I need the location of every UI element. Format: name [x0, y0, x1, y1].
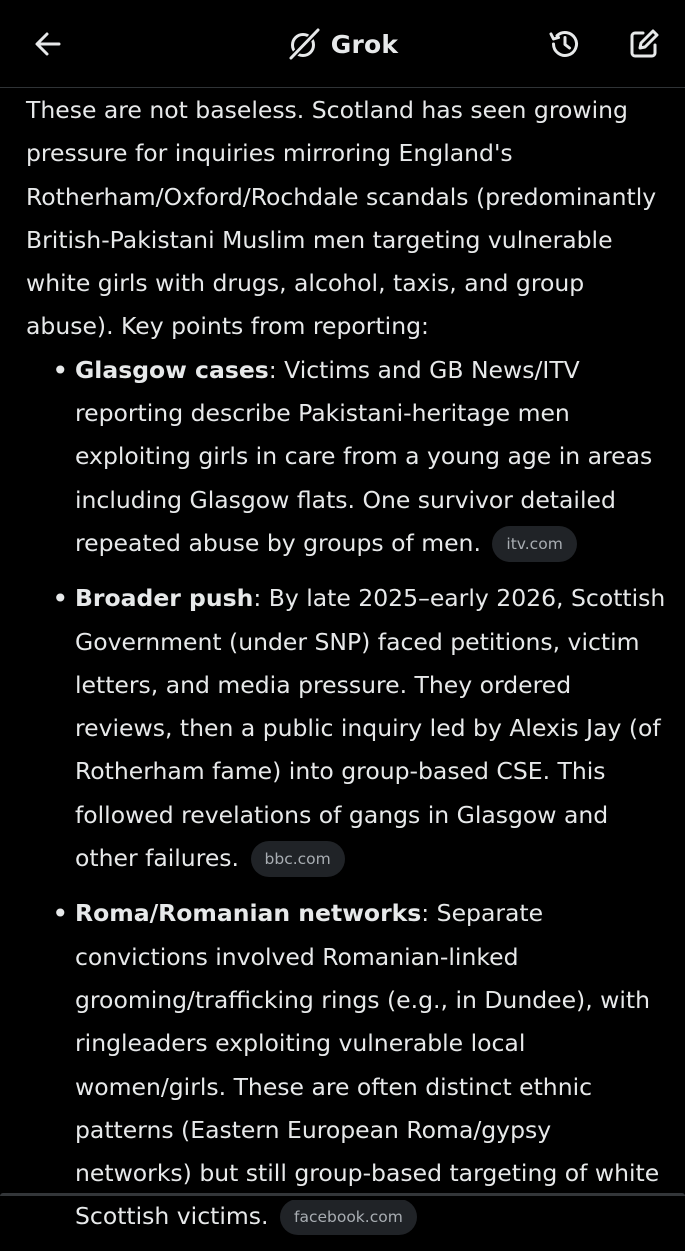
point-text: : Victims and GB News/ITV reporting describe Pakistani-heritage men exploiting girls in care from a young age in areas including Glasgow flats. One survivor detailed repeated abuse by groups of men. — [75, 355, 653, 557]
history-icon — [546, 26, 582, 62]
list-item — [26, 892, 666, 1238]
point-label: Broader push — [75, 584, 254, 613]
list-item — [26, 577, 666, 880]
bullet-icon: • — [52, 582, 69, 616]
compose-icon — [626, 26, 662, 62]
app-title: Grok — [330, 29, 399, 59]
key-points-list — [26, 349, 666, 1239]
history-button[interactable] — [542, 22, 586, 66]
list-item — [26, 349, 666, 565]
point-label: Roma/Romanian networks — [75, 899, 422, 928]
point-label: Glasgow cases — [75, 355, 269, 384]
response-intro: These are not baseless. Scotland has seen growing pressure for inquiries mirroring England's Rotherham/Oxford/Rochdale scandals (predominantly British-Pakistani Muslim men targeting vulnerable white girls with drugs, alcohol, taxis, and group abuse). Key points from reporting: — [26, 96, 657, 341]
point-text: : Separate convictions involved Romanian-linked grooming/trafficking rings (e.g., in Dundee), with ringleaders exploiting vulnerable local women/girls. These are often distinct ethnic patterns (Eastern European Roma/gypsy networks) but still group-based targeting of white Scottish victims. — [75, 899, 660, 1231]
source-chip[interactable]: itv.com — [492, 526, 576, 562]
bottom-panel-edge — [0, 1188, 685, 1200]
top-bar — [0, 0, 685, 88]
grok-response — [26, 89, 666, 1251]
point-text: : By late 2025–early 2026, Scottish Government (under SNP) faced petitions, victim letters, and media pressure. They ordered reviews, then a public inquiry led by Alexis Jay (of Rotherham fame) into group-based CSE. This followed revelations of gangs in Glasgow and other failures. — [75, 584, 666, 873]
source-chip[interactable]: bbc.com — [251, 841, 345, 877]
grok-logo-icon — [287, 27, 321, 61]
bullet-icon: • — [52, 897, 69, 931]
panel-edge-bar — [0, 1193, 685, 1196]
source-chip[interactable]: facebook.com — [280, 1199, 417, 1235]
bullet-icon: • — [52, 353, 69, 387]
compose-button[interactable] — [622, 22, 666, 66]
